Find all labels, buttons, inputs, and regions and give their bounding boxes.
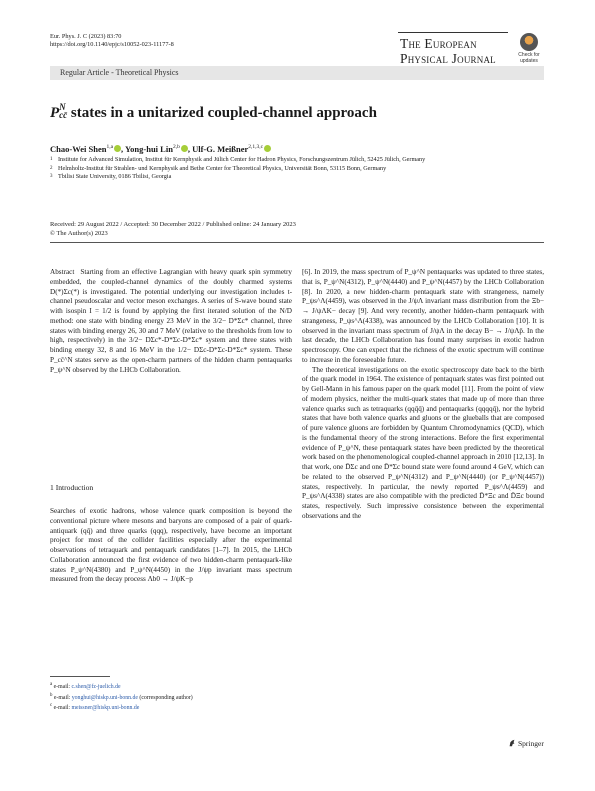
footnote: $^c$ e-mail: meissner@hiskp.uni-bonn.de: [50, 703, 140, 712]
footnotes: [50, 681, 193, 713]
right-column-text: [302, 268, 544, 522]
author-marks: 1,a: [106, 144, 114, 150]
introduction-text: [50, 507, 292, 585]
article-category: Regular Article - Theoretical Physics: [60, 68, 179, 77]
abstract-text: Starting from an effective Lagrangian with heavy quark spin symmetry embedded, the coupled-channel dynamics of the doubly charmed systems D(*)Σc(*) is investigated. The potential underlying our investigation includes t-channel pseudoscalar and vector meson exchanges. A series of S-wave bound state with isospin I = 1/2 is found by applying the first iterated solution of the N/D method: one state with binding energy 23 MeV in the 3/2− D*Σc* channel, three states with binding energy 26, 30 and 7 MeV (relative to the thresholds from low to high, respectively) in the 3/2− DΣc*-D*Σc-D*Σc* system and three states with binding energy 32, 8 and 16 MeV in the 1/2− DΣc-D*Σc-D*Σc* system. These P_cc̄^N states serve as the open-charm partners of the hidden charm pentaquarks P_ψ^N observed by the LHCb Collaboration.: [50, 268, 292, 374]
affiliation: 2 Helmholtz-Institut für Strahlen- und Kernphysik and Bethe Center for Theoretical Physics, Universität Bonn, 53115 Bonn, Germany: [50, 164, 387, 172]
abstract: [50, 268, 292, 375]
affiliation: 3 Tbilisi State University, 0186 Tbilisi, Georgia: [50, 173, 172, 181]
header-divider: [50, 242, 544, 243]
intro-paragraph: Searches of exotic hadrons, whose valence quark composition is beyond the conventional picture where mesons and baryons are composed of a pair of quark-antiquark (qq̄) and three quarks (qqq), respectively, have become an important project for most of the collider facilities especially after the experimental observations of tetraquark and pentaquark candidates [1–7]. In 2015, the LHCb Collaboration announced the first evidence of two hidden-charm pentaquark-like states P_ψ^N(4380) and P_ψ^N(4450) in the J/ψp invariant mass spectrum measured from the decay process Λb0 → J/ψK−p: [50, 507, 292, 584]
journal-name-line1: The European: [400, 36, 477, 51]
publication-dates: [50, 221, 296, 238]
title-sup: N: [59, 101, 66, 112]
publisher-name: Springer: [518, 739, 544, 748]
check-updates-label: Check for updates: [518, 52, 540, 64]
email-link[interactable]: meissner@hiskp.uni-bonn.de: [71, 705, 140, 712]
check-for-updates-badge[interactable]: [514, 33, 544, 69]
title-symbol: P: [50, 105, 60, 121]
received-accepted-dates: Received: 29 August 2022 / Accepted: 30 December 2022 / Published online: 24 January 2023: [50, 221, 296, 228]
email-link[interactable]: c.shen@fz-juelich.de: [71, 683, 121, 690]
section-heading-introduction: 1 Introduction: [50, 483, 94, 492]
journal-citation: Eur. Phys. J. C (2023) 83:70: [50, 33, 122, 40]
article-category-bar: [50, 66, 544, 80]
journal-name-line2: Physical Journal: [400, 51, 496, 66]
orcid-icon[interactable]: [181, 145, 188, 152]
author-marks: 2,1,3,c: [248, 144, 264, 150]
copyright: © The Author(s) 2023: [50, 229, 108, 237]
publisher-logo: [508, 739, 544, 749]
doi-link[interactable]: https://doi.org/10.1140/epjc/s10052-023-11177-8: [50, 41, 174, 48]
email-link[interactable]: yonghui@hiskp.uni-bonn.de: [71, 694, 138, 701]
title-sub: cc̄: [59, 109, 68, 120]
author-marks: 2,b: [172, 144, 180, 150]
author-name: Ulf-G. Meißner: [192, 143, 249, 154]
orcid-icon[interactable]: [114, 145, 121, 152]
footnote: $^b$ e-mail: yonghui@hiskp.uni-bonn.de (corresponding author): [50, 692, 193, 701]
footnote-divider: [50, 676, 110, 677]
orcid-icon[interactable]: [264, 145, 271, 152]
right-paragraph-1: [6]. In 2019, the mass spectrum of P_ψ^N pentaquarks was updated to three states, that is, P_ψ^N(4312), P_ψ^N(4440) and P_ψ^N(4457) by the LHCb Collaboration [8]. In 2020, a new hidden-charm pentaquark state with strangeness, namely P_ψs^Λ(4459), was observed in the J/ψΛ invariant mass distribution from the Ξb− → J/ψΛK− decay [9]. And very recently, another hidden-charm pentaquark with strangeness, P_ψs^Λ(4338), was announced by the LHCb Collaboration [10]. It is observed in the invariant mass spectrum of J/ψΛ in the decay B− → J/ψΛp̄. In the last decade, the LHCb Collaboration has found many surprises in exotic hadron spectroscopy. One can expect that the richness of the exotic spectrum will continue to increase in the foreseeable future.: [302, 268, 544, 364]
right-paragraph-2: The theoretical investigations on the exotic spectroscopy date back to the birth of the quark model in 1964. The existence of pentaquark states was first pointed out by Gell-Mann in his famous paper on the quark model [11]. From the point of view of modern physics, neither the multi-quark states that made up of more than three valence quarks such as tetraquarks (qqq̄q̄) and pentaquarks (qqqqq̄), nor the hybrid states that have both valence quarks and gluons or the glueballs that are composed of pure valence gluons are forbidden by Quantum Chromodynamics (QCD), which is the fundamental theory of the strong interactions. Before the first experimental evidence of P_ψ^N, these pentaquark states have been predicted by the theoretical work based on the phenomenological coupled-channel approach in 2010 [12,13]. In that work, one D̄Σc and one D̄*Σc bound state were found around 4 GeV, which can be related to the observed P_ψ^N(4312) and P_ψ^N(4440) (or P_ψ^N(4457)) states, respectively. In particular, the newly reported P_ψs^Λ(4459) and P_ψs^Λ(4338) states are also compatible with the predicted D̄*Ξc and D̄Ξc bound states, respectively. Such impressive consistence between the experimental observations and the: [302, 365, 544, 520]
check-updates-icon: [520, 33, 538, 51]
author-name: Chao-Wei Shen: [50, 143, 107, 154]
title-text: states in a unitarized coupled-channel approach: [67, 105, 377, 121]
author-list: Chao-Wei Shen$^{1,a}$ , Yong-hui Lin$^{2,b}$ , Ulf-G. Meißner$^{2,1,3,c}$: [50, 141, 271, 155]
paper-title: [50, 101, 377, 122]
abstract-label: Abstract: [50, 268, 75, 276]
affiliation: 1 Institute for Advanced Simulation, Institut für Kernphysik and Jülich Center for Hadron Physics, Forschungszentrum Jülich, 52425 Jülich, Germany: [50, 156, 426, 163]
springer-horse-icon: [508, 739, 516, 747]
affiliations: [50, 156, 544, 182]
author-name: Yong-hui Lin: [124, 143, 173, 154]
journal-reference: [50, 33, 174, 49]
footnote: $^a$ e-mail: c.shen@fz-juelich.de: [50, 682, 121, 690]
